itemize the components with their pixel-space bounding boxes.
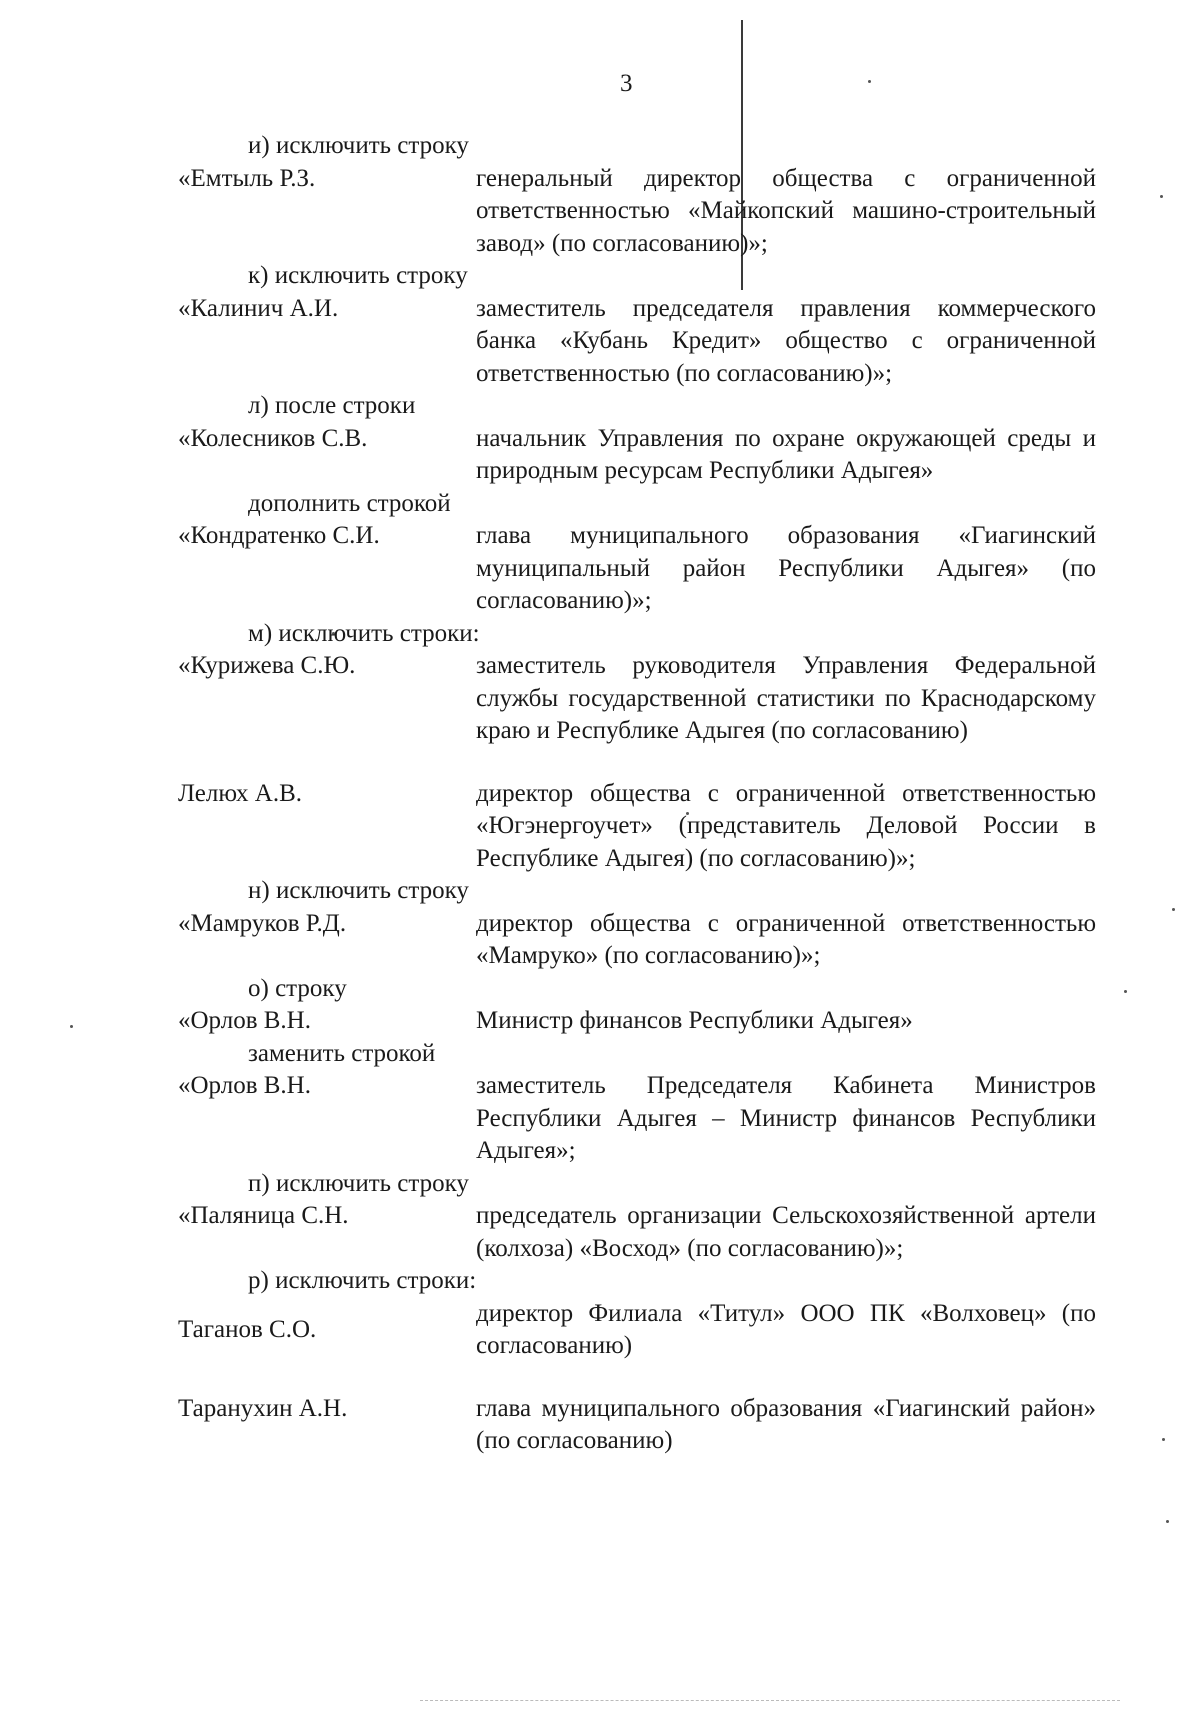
scan-speck — [1166, 1520, 1169, 1523]
member-position: Министр финансов Республики Адыгея» — [476, 1007, 913, 1034]
member-position: заместитель председателя правления коммерческого банка «Кубань Кредит» общество с ограниченной ответственностью (по согласованию)»; — [476, 294, 1096, 387]
scan-speck — [70, 1025, 73, 1028]
scan-speck — [1160, 195, 1163, 198]
member-row — [178, 520, 1096, 618]
member-name: Лелюх А.В. — [178, 779, 303, 807]
member-position: глава муниципального образования «Гиагинский муниципальный район Республики Адыгея» (по согласованию)»; — [476, 522, 1096, 614]
member-position: начальник Управления по охране окружающей среды и природным ресурсам Республики Адыгея» — [476, 424, 1096, 484]
scan-speck — [868, 80, 871, 83]
member-position: заместитель руководителя Управления Федеральной службы государственной статистики по Краснодарскому краю и Республике Адыгея (по согласованию) — [476, 652, 1096, 744]
instruction-line: и) исключить строку — [248, 132, 469, 159]
member-name: «Паляница С.Н. — [178, 1202, 349, 1229]
member-position: заместитель Председателя Кабинета Министров Республики Адыгея – Министр финансов Республики Адыгея»; — [476, 1072, 1096, 1164]
member-row — [178, 1070, 1096, 1168]
member-name: «Орлов В.Н. — [178, 1072, 311, 1099]
member-row — [178, 423, 1096, 488]
member-name: «Емтыль Р.З. — [178, 164, 316, 192]
member-name: «Орлов В.Н. — [178, 1007, 311, 1034]
scan-speck — [1172, 908, 1175, 911]
scan-edge-noise — [420, 1700, 1120, 1702]
member-position: директор общества с ограниченной ответственностью «Мамруко» (по согласованию)»; — [476, 909, 1096, 969]
page-number: 3 — [620, 70, 633, 97]
member-name: «Калинич А.И. — [178, 294, 339, 322]
member-name: «Мамруков Р.Д. — [178, 909, 347, 937]
member-row — [178, 778, 1096, 876]
member-row — [178, 1393, 1096, 1458]
instruction-line: п) исключить строку — [248, 1169, 469, 1197]
document-body — [178, 130, 1096, 1458]
instruction-line: дополнить строкой — [248, 489, 451, 517]
member-name: Таранухин А.Н. — [178, 1394, 348, 1422]
member-row — [178, 1200, 1096, 1265]
member-name: «Колесников С.В. — [178, 424, 368, 452]
member-row — [178, 650, 1096, 748]
instruction-line: к) исключить строку — [248, 262, 468, 289]
member-row — [178, 293, 1096, 391]
member-row — [178, 908, 1096, 973]
member-position: директор Филиала «Титул» ООО ПК «Волховец» (по согласованию) — [476, 1299, 1096, 1359]
scan-speck — [1162, 1438, 1165, 1441]
instruction-line: л) после строки — [248, 392, 416, 419]
member-name: «Курижева С.Ю. — [178, 652, 356, 679]
member-position: председатель организации Сельскохозяйственной артели (колхоза) «Восход» (по согласованию)»; — [476, 1202, 1096, 1262]
instruction-line: н) исключить строку — [248, 877, 469, 904]
instruction-line: о) строку — [248, 974, 347, 1002]
member-name: «Кондратенко С.И. — [178, 522, 380, 549]
instruction-line: м) исключить строки: — [248, 619, 480, 647]
member-position: директор общества с ограниченной ответственностью «Югэнергоучет» (представитель Деловой России в Республике Адыгея) (по согласованию)»; — [476, 779, 1096, 872]
member-row — [178, 1005, 1096, 1038]
instruction-line: р) исключить строки: — [248, 1267, 477, 1294]
member-position: генеральный директор общества с ограниченной ответственностью «Майкопский машино-строительный завод» (по согласованию)»; — [476, 164, 1096, 257]
scan-speck — [1124, 990, 1127, 993]
member-row — [178, 1298, 1096, 1363]
member-row — [178, 163, 1096, 261]
instruction-line: заменить строкой — [248, 1039, 436, 1067]
member-position: глава муниципального образования «Гиагинский район» (по согласованию) — [476, 1394, 1096, 1454]
member-name: Таганов С.О. — [178, 1315, 317, 1343]
